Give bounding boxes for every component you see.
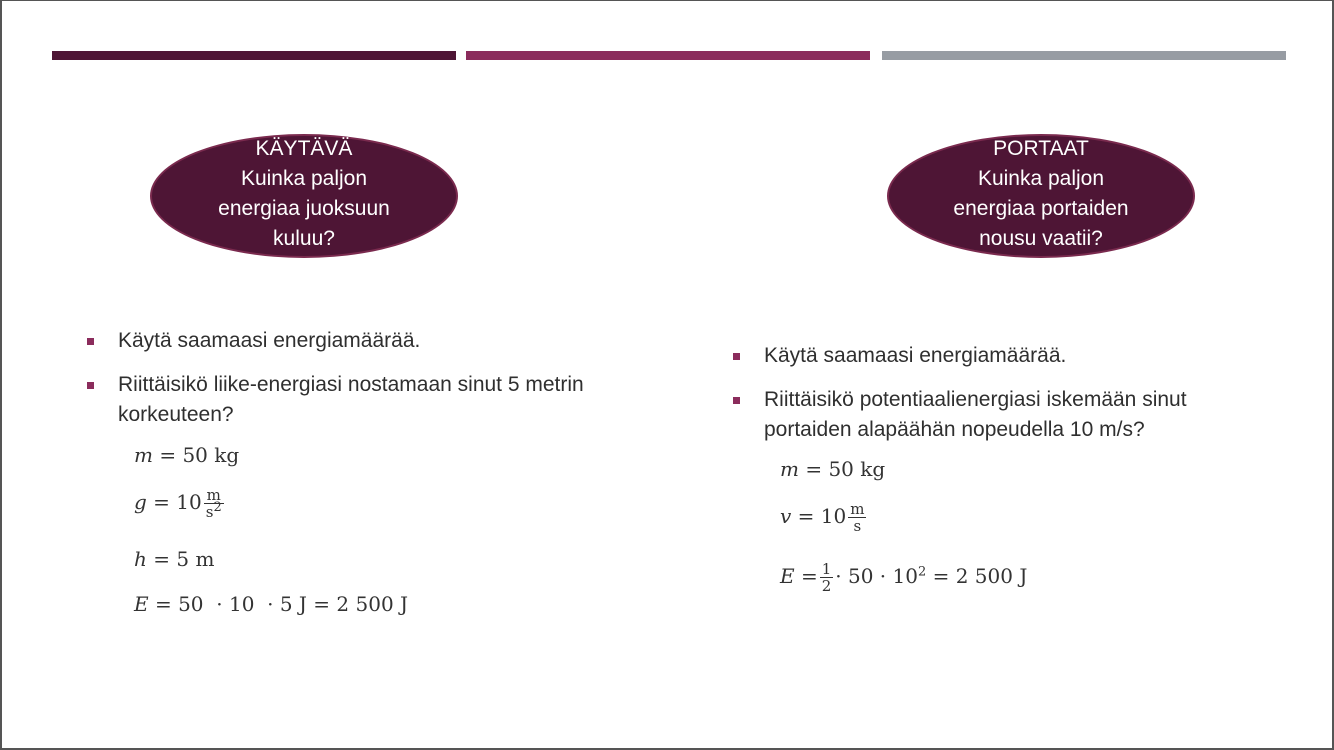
right-title-oval xyxy=(887,134,1195,258)
list-item xyxy=(732,341,1252,371)
right-oval-line: Kuinka paljon xyxy=(977,167,1105,190)
bullet-text: Riittäisikö liike-energiasi nostamaan sinut 5 metrin korkeuteen? xyxy=(118,373,584,426)
left-oval-line: energiaa juoksuun xyxy=(218,197,390,220)
equation-velocity: v = 10 $\frac{m}{s}$ xyxy=(780,500,865,535)
header-bar-dark xyxy=(52,51,456,60)
equation-height: h = 5 m xyxy=(134,547,215,571)
left-title-oval xyxy=(150,134,458,258)
bullet-square-icon xyxy=(87,382,94,389)
bullet-text: Käytä saamaasi energiamäärää. xyxy=(118,329,421,352)
fraction: $\frac{1}{2}$ xyxy=(821,560,832,595)
left-oval-line: Kuinka paljon xyxy=(240,167,368,190)
header-bar-gray xyxy=(882,51,1286,60)
equation-energy: E = $\frac{1}{2}$ · $50 \cdot 10^2 = 2$ 500 J xyxy=(780,560,1028,595)
fraction: $\frac{m}{s2}$ xyxy=(205,486,222,521)
left-bullet-list xyxy=(86,326,646,444)
equation-energy: E = 50 · 10 · 5 J = 2 500 J xyxy=(134,592,409,616)
right-oval-heading: PORTAAT xyxy=(993,137,1089,160)
bullet-text: Käytä saamaasi energiamäärää. xyxy=(764,344,1067,367)
bullet-square-icon xyxy=(733,353,740,360)
bullet-text: Riittäisikö potentiaalienergiasi iskemään sinut portaiden alapäähän nopeudella 10 m/s? xyxy=(764,388,1187,441)
list-item xyxy=(86,326,646,356)
left-oval-heading: KÄYTÄVÄ xyxy=(255,137,353,160)
bullet-square-icon xyxy=(733,397,740,404)
right-oval-line: energiaa portaiden xyxy=(953,197,1129,220)
equation-mass: m = 50 kg xyxy=(780,457,886,481)
fraction: $\frac{m}{s}$ xyxy=(850,500,865,535)
equation-mass: m = 50 kg xyxy=(134,443,240,467)
bullet-square-icon xyxy=(87,338,94,345)
equation-gravity: g = 10 $\frac{m}{s2}$ xyxy=(134,486,222,521)
list-item xyxy=(86,370,646,430)
list-item xyxy=(732,385,1252,445)
header-bar-magenta xyxy=(466,51,870,60)
right-bullet-list xyxy=(732,341,1252,459)
left-oval-line: kuluu? xyxy=(273,227,335,250)
right-oval-line: nousu vaatii? xyxy=(979,227,1103,250)
